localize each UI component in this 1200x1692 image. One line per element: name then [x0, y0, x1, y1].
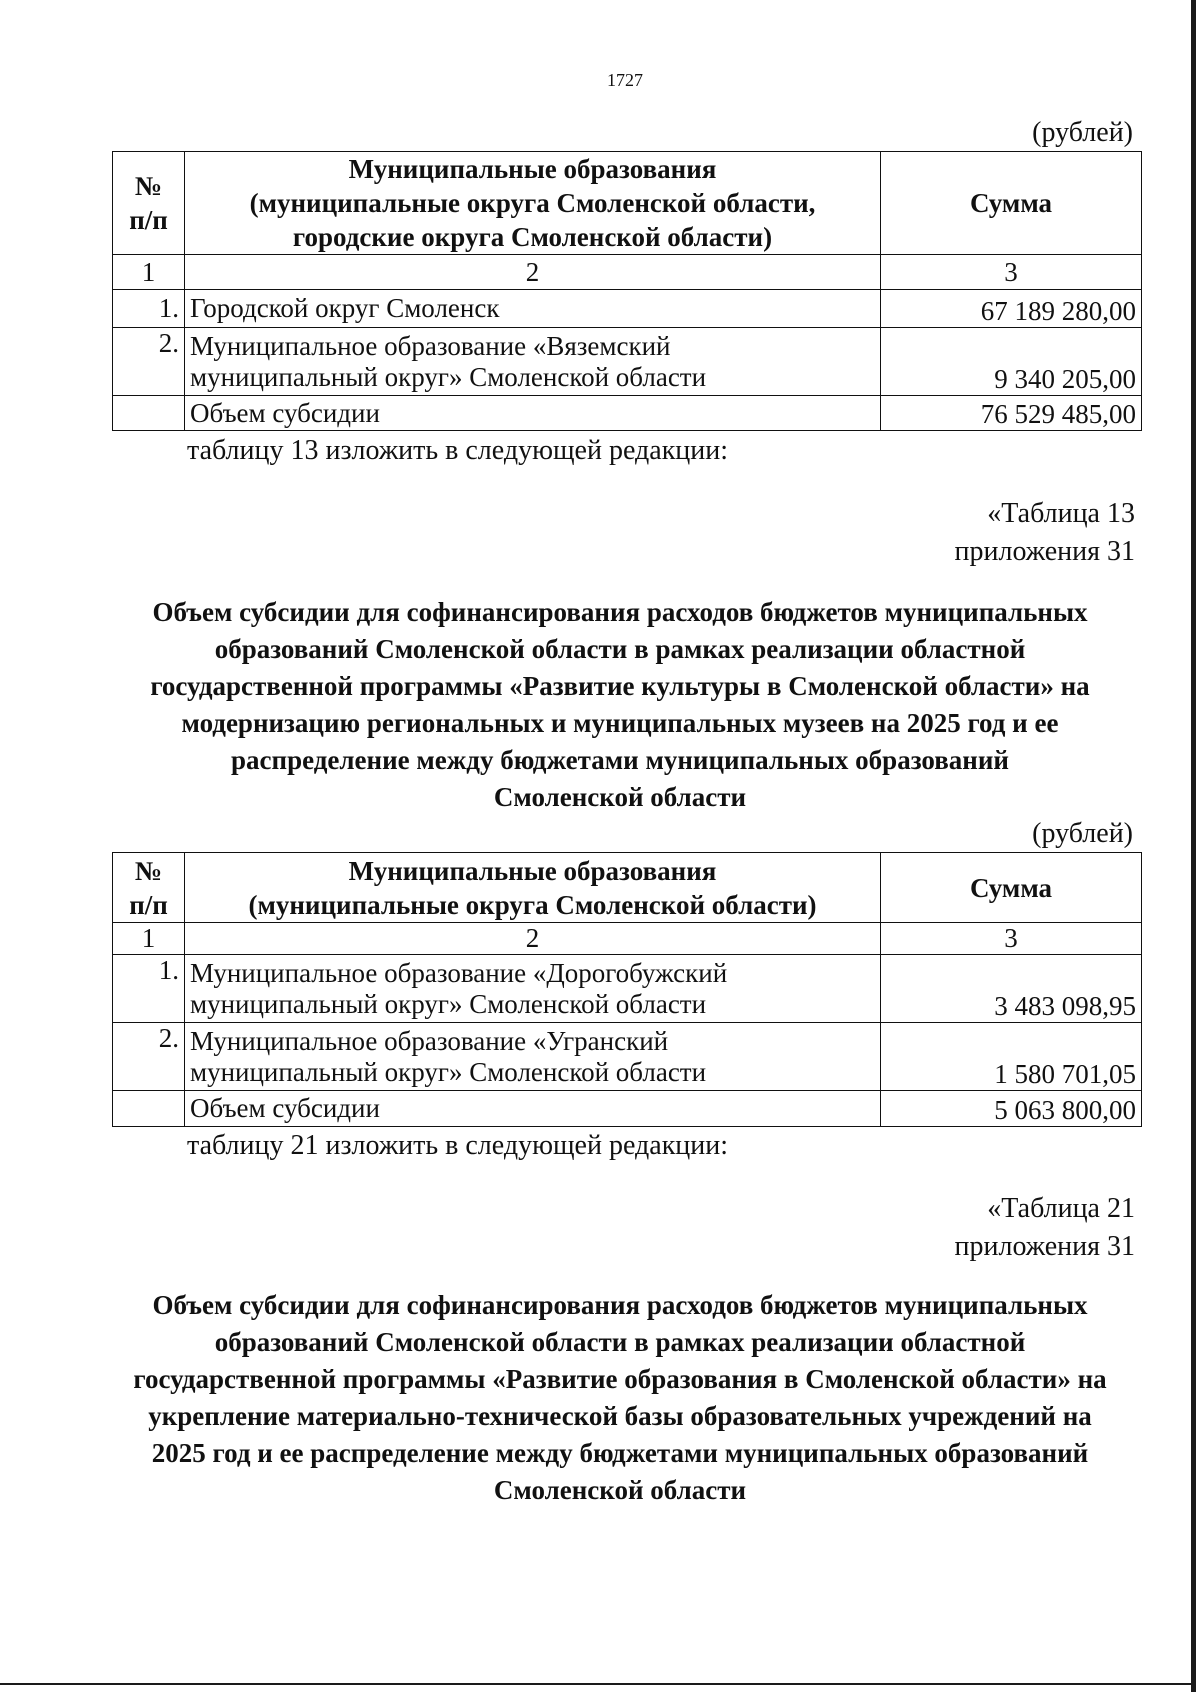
title-line: государственной программы «Развитие образования в Смоленской области» на	[133, 1364, 1107, 1394]
col-number: 2	[185, 255, 881, 290]
title-line: укрепление материально-технической базы образовательных учреждений на	[148, 1401, 1092, 1431]
table-reference-line: «Таблица 13	[987, 498, 1135, 529]
row-municipality	[185, 328, 881, 396]
title-line: Объем субсидии для софинансирования расходов бюджетов муниципальных	[152, 597, 1088, 627]
table-b	[112, 852, 1142, 1127]
total-num-empty	[113, 1091, 185, 1127]
row-num: 2.	[113, 1023, 185, 1091]
column-number-row	[113, 255, 1142, 290]
row-municipality-line: Муниципальное образование «Угранский	[190, 1025, 669, 1056]
total-num-empty	[113, 396, 185, 431]
title-line: 2025 год и ее распределение между бюджетами муниципальных образований	[151, 1438, 1089, 1468]
table-21-reference	[955, 1190, 1136, 1266]
header-municipality	[185, 152, 881, 255]
row-municipality	[185, 1023, 881, 1091]
page-border-bottom	[0, 1683, 1192, 1685]
title-line: образований Смоленской области в рамках реализации областной	[214, 1327, 1026, 1357]
row-municipality-line: Муниципальное образование «Вяземский	[190, 330, 671, 361]
row-municipality-line: Муниципальное образование «Дорогобужский	[190, 957, 728, 988]
header-municipality-line: Муниципальные образования	[348, 855, 717, 886]
title-line: Смоленской области	[493, 782, 747, 812]
row-municipality	[185, 955, 881, 1023]
total-sum: 5 063 800,00	[881, 1091, 1142, 1127]
table-reference-line: «Таблица 21	[987, 1193, 1135, 1224]
instruction-text-21: таблицу 21 изложить в следующей редакции:	[187, 1130, 729, 1161]
row-municipality: Городской округ Смоленск	[185, 290, 881, 328]
table-21-title	[100, 1287, 1140, 1509]
row-sum: 1 580 701,05	[881, 1023, 1142, 1091]
header-municipality-line: (муниципальные округа Смоленской области)	[248, 889, 817, 920]
table-row	[113, 1023, 1142, 1091]
row-municipality-line: муниципальный округ» Смоленской области	[190, 1056, 707, 1087]
row-sum: 9 340 205,00	[881, 328, 1142, 396]
table-row	[113, 328, 1142, 396]
title-line: Объем субсидии для софинансирования расходов бюджетов муниципальных	[152, 1290, 1088, 1320]
header-num-line: №	[134, 855, 163, 886]
units-label-b: (рублей)	[1032, 818, 1133, 849]
header-num-line: п/п	[129, 889, 168, 920]
total-label: Объем субсидии	[185, 1091, 881, 1127]
column-number-row	[113, 923, 1142, 955]
row-municipality-line: муниципальный округ» Смоленской области	[190, 361, 707, 392]
col-number: 3	[881, 255, 1142, 290]
header-sum: Сумма	[881, 152, 1142, 255]
row-num: 1.	[113, 290, 185, 328]
table-row	[113, 290, 1142, 328]
table-header-row	[113, 853, 1142, 923]
col-number: 1	[113, 923, 185, 955]
col-number: 1	[113, 255, 185, 290]
total-label: Объем субсидии	[185, 396, 881, 431]
table-reference-line: приложения 31	[954, 536, 1135, 567]
row-sum: 67 189 280,00	[881, 290, 1142, 328]
header-num	[113, 152, 185, 255]
total-row	[113, 396, 1142, 431]
header-num-line: п/п	[129, 205, 168, 235]
row-sum: 3 483 098,95	[881, 955, 1142, 1023]
total-row	[113, 1091, 1142, 1127]
header-sum: Сумма	[881, 853, 1142, 923]
table-row	[113, 955, 1142, 1023]
row-municipality-line: муниципальный округ» Смоленской области	[190, 988, 707, 1019]
units-label-a: (рублей)	[1032, 117, 1133, 148]
row-num: 1.	[113, 955, 185, 1023]
col-number: 2	[185, 923, 881, 955]
table-reference-line: приложения 31	[954, 1231, 1135, 1262]
title-line: распределение между бюджетами муниципальных образований	[231, 745, 1009, 775]
header-municipality-line: Муниципальные образования	[348, 154, 717, 184]
row-num: 2.	[113, 328, 185, 396]
table-13-reference	[955, 495, 1136, 571]
header-municipality-line: (муниципальные округа Смоленской области,	[249, 188, 816, 218]
total-sum: 76 529 485,00	[881, 396, 1142, 431]
table-a	[112, 151, 1142, 431]
table-13-title	[100, 594, 1140, 816]
page-border-right	[1191, 0, 1196, 1692]
title-line: модернизацию региональных и муниципальных музеев на 2025 год и ее	[181, 708, 1059, 738]
title-line: образований Смоленской области в рамках реализации областной	[214, 634, 1026, 664]
header-municipality-line: городские округа Смоленской области)	[292, 222, 773, 252]
header-num	[113, 853, 185, 923]
title-line: Смоленской области	[493, 1475, 747, 1505]
header-municipality	[185, 853, 881, 923]
instruction-text-13: таблицу 13 изложить в следующей редакции:	[187, 435, 729, 466]
header-num-line: №	[134, 171, 163, 201]
col-number: 3	[881, 923, 1142, 955]
title-line: государственной программы «Развитие культуры в Смоленской области» на	[150, 671, 1090, 701]
page-number: 1727	[607, 70, 643, 90]
table-header-row	[113, 152, 1142, 255]
